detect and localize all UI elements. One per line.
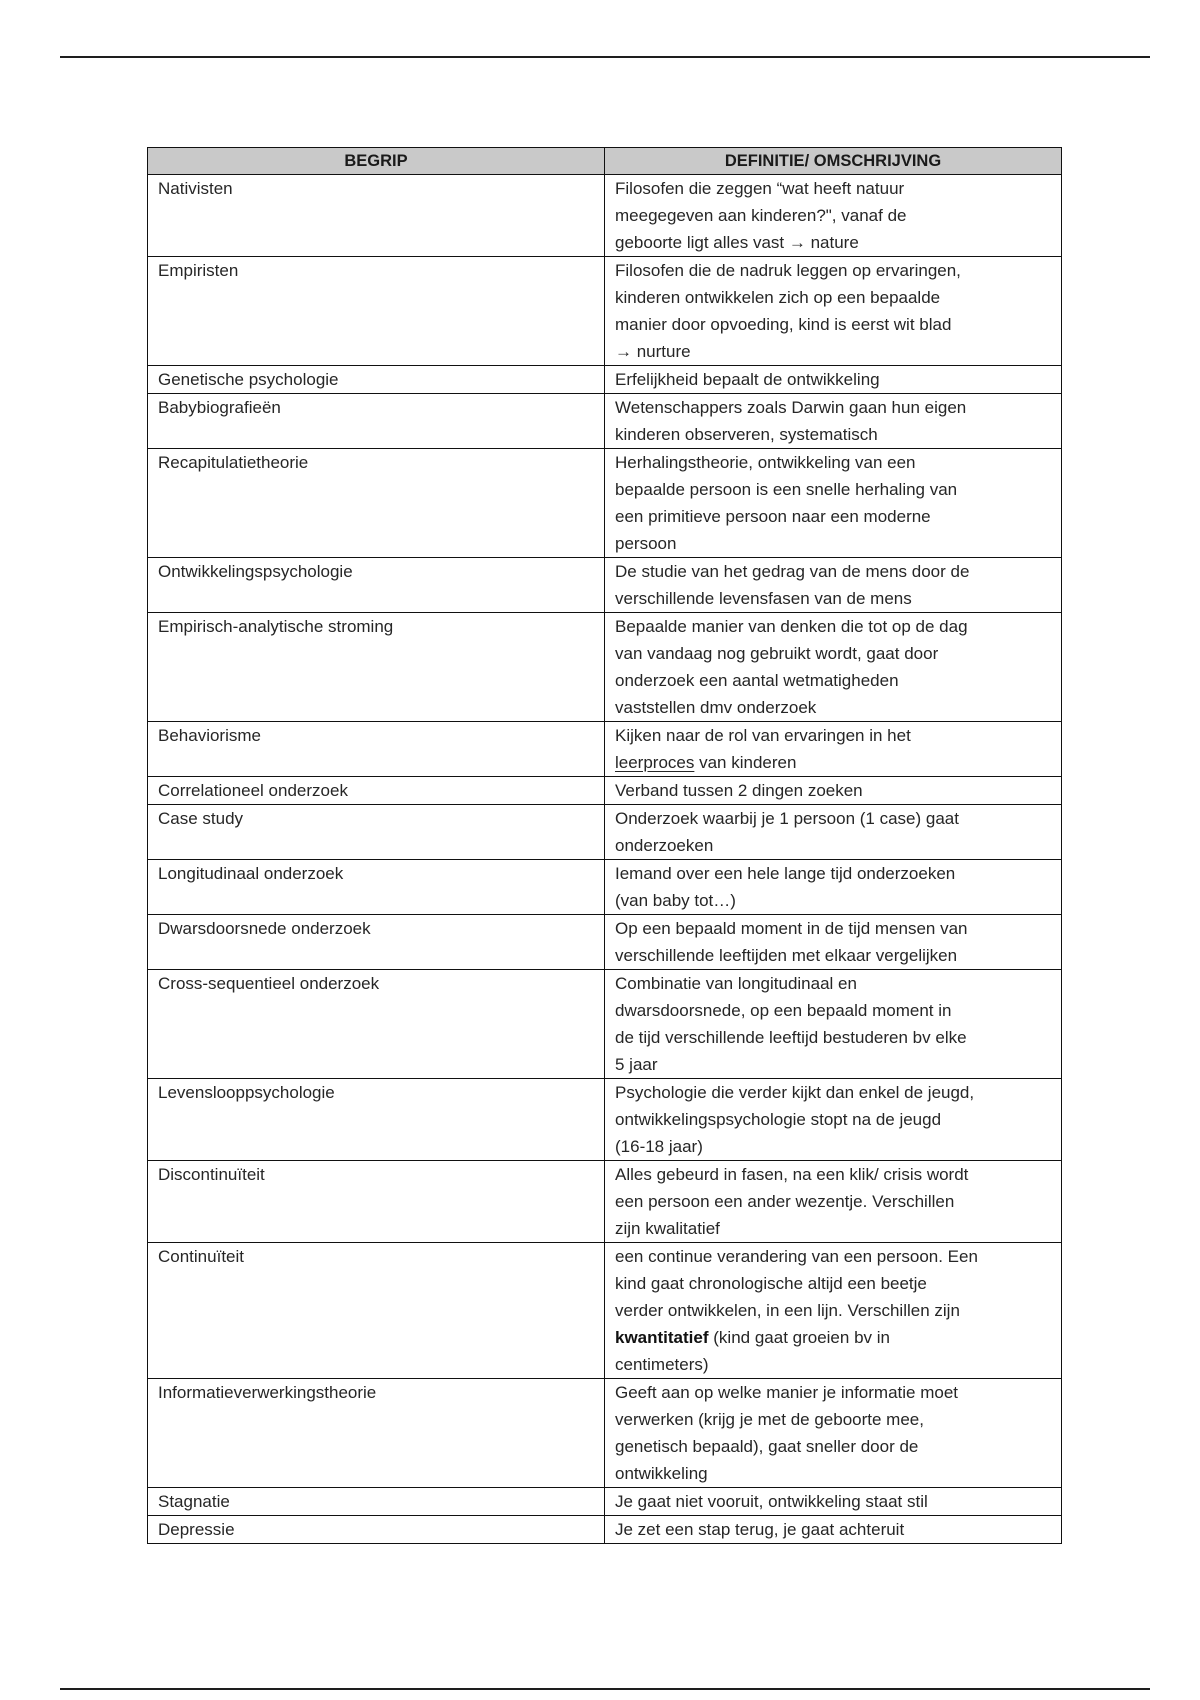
definition-line: 5 jaar bbox=[615, 1055, 658, 1074]
definition-line: Kijken naar de rol van ervaringen in het bbox=[615, 726, 911, 745]
definition-line: kinderen ontwikkelen zich op een bepaalde bbox=[615, 288, 941, 307]
definition-line: Bepaalde manier van denken die tot op de dag bbox=[615, 617, 968, 636]
definition-line: Je zet een stap terug, je gaat achteruit bbox=[615, 1520, 905, 1539]
table-row bbox=[148, 970, 1062, 1079]
definition-cell bbox=[605, 805, 1062, 860]
definition-line: centimeters) bbox=[615, 1355, 709, 1374]
definition-cell bbox=[605, 860, 1062, 915]
definition-cell bbox=[605, 1488, 1062, 1516]
definition-line: verschillende leeftijden met elkaar vergelijken bbox=[615, 946, 958, 965]
definition-line: Erfelijkheid bepaalt de ontwikkeling bbox=[615, 370, 880, 389]
term-cell: Correlationeel onderzoek bbox=[148, 777, 605, 805]
definition-cell bbox=[605, 915, 1062, 970]
top-rule bbox=[60, 56, 1150, 58]
definition-cell bbox=[605, 257, 1062, 366]
table-row bbox=[148, 860, 1062, 915]
definition-cell bbox=[605, 366, 1062, 394]
table-row bbox=[148, 777, 1062, 805]
definition-line: kind gaat chronologische altijd een beetje bbox=[615, 1274, 927, 1293]
term-cell: Cross-sequentieel onderzoek bbox=[148, 970, 605, 1079]
definition-cell bbox=[605, 722, 1062, 777]
definition-line: geboorte ligt alles vast → nature bbox=[615, 233, 859, 252]
table-header bbox=[148, 148, 1062, 175]
term-cell: Babybiografieën bbox=[148, 394, 605, 449]
table-row bbox=[148, 1488, 1062, 1516]
table-row bbox=[148, 1161, 1062, 1243]
definition-cell bbox=[605, 394, 1062, 449]
definition-cell bbox=[605, 1243, 1062, 1379]
table-row bbox=[148, 915, 1062, 970]
table-row bbox=[148, 1379, 1062, 1488]
definition-line: leerproces van kinderen bbox=[615, 753, 797, 772]
definition-cell bbox=[605, 449, 1062, 558]
definition-line: dwarsdoorsnede, op een bepaald moment in bbox=[615, 1001, 952, 1020]
table-row bbox=[148, 394, 1062, 449]
definition-line: (van baby tot…) bbox=[615, 891, 736, 910]
table-row bbox=[148, 558, 1062, 613]
definition-cell bbox=[605, 1161, 1062, 1243]
table-row bbox=[148, 175, 1062, 257]
term-cell: Recapitulatietheorie bbox=[148, 449, 605, 558]
definition-line: verschillende levensfasen van de mens bbox=[615, 589, 912, 608]
definition-cell bbox=[605, 1079, 1062, 1161]
term-cell: Empirisch-analytische stroming bbox=[148, 613, 605, 722]
definition-line: zijn kwalitatief bbox=[615, 1219, 720, 1238]
table-row bbox=[148, 1516, 1062, 1544]
table-row bbox=[148, 805, 1062, 860]
definition-cell bbox=[605, 613, 1062, 722]
definition-line: Herhalingstheorie, ontwikkeling van een bbox=[615, 453, 916, 472]
term-cell: Ontwikkelingspsychologie bbox=[148, 558, 605, 613]
definition-line: bepaalde persoon is een snelle herhaling van bbox=[615, 480, 958, 499]
definition-line: kwantitatief (kind gaat groeien bv in bbox=[615, 1328, 890, 1347]
definition-cell bbox=[605, 1516, 1062, 1544]
definition-cell bbox=[605, 558, 1062, 613]
definition-line: Filosofen die de nadruk leggen op ervaringen, bbox=[615, 261, 961, 280]
term-cell: Genetische psychologie bbox=[148, 366, 605, 394]
table-row bbox=[148, 722, 1062, 777]
bottom-rule bbox=[60, 1688, 1150, 1690]
glossary-body bbox=[148, 175, 1062, 1544]
term-cell: Case study bbox=[148, 805, 605, 860]
definition-line: de tijd verschillende leeftijd bestuderen bv elke bbox=[615, 1028, 967, 1047]
table-row bbox=[148, 449, 1062, 558]
term-cell: Depressie bbox=[148, 1516, 605, 1544]
table-row bbox=[148, 613, 1062, 722]
definition-cell bbox=[605, 175, 1062, 257]
definition-line: van vandaag nog gebruikt wordt, gaat door bbox=[615, 644, 939, 663]
definition-line: persoon bbox=[615, 534, 677, 553]
definition-line: verwerken (krijg je met de geboorte mee, bbox=[615, 1410, 924, 1429]
definition-line: De studie van het gedrag van de mens door de bbox=[615, 562, 970, 581]
definition-cell bbox=[605, 1379, 1062, 1488]
term-cell: Informatieverwerkingstheorie bbox=[148, 1379, 605, 1488]
term-cell: Behaviorisme bbox=[148, 722, 605, 777]
definition-line: Verband tussen 2 dingen zoeken bbox=[615, 781, 863, 800]
definition-line: (16-18 jaar) bbox=[615, 1137, 703, 1156]
term-cell: Empiristen bbox=[148, 257, 605, 366]
table-row bbox=[148, 1243, 1062, 1379]
definition-line: onderzoeken bbox=[615, 836, 714, 855]
definition-line: Onderzoek waarbij je 1 persoon (1 case) gaat bbox=[615, 809, 959, 828]
term-cell: Dwarsdoorsnede onderzoek bbox=[148, 915, 605, 970]
definition-line: Psychologie die verder kijkt dan enkel de jeugd, bbox=[615, 1083, 975, 1102]
bold-word: kwantitatief bbox=[615, 1328, 709, 1347]
definition-line: ontwikkeling bbox=[615, 1464, 708, 1483]
table-row bbox=[148, 1079, 1062, 1161]
definition-line: manier door opvoeding, kind is eerst wit blad bbox=[615, 315, 952, 334]
header-term: BEGRIP bbox=[148, 148, 605, 175]
definition-line: Je gaat niet vooruit, ontwikkeling staat stil bbox=[615, 1492, 928, 1511]
term-cell: Continuïteit bbox=[148, 1243, 605, 1379]
definition-line: vaststellen dmv onderzoek bbox=[615, 698, 817, 717]
definition-line: kinderen observeren, systematisch bbox=[615, 425, 878, 444]
header-row bbox=[148, 148, 1062, 175]
definition-line: verder ontwikkelen, in een lijn. Verschillen zijn bbox=[615, 1301, 960, 1320]
definition-line: Alles gebeurd in fasen, na een klik/ crisis wordt bbox=[615, 1165, 969, 1184]
term-cell: Discontinuïteit bbox=[148, 1161, 605, 1243]
definition-line: een persoon een ander wezentje. Verschillen bbox=[615, 1192, 955, 1211]
definition-line: onderzoek een aantal wetmatigheden bbox=[615, 671, 899, 690]
definition-line: Geeft aan op welke manier je informatie moet bbox=[615, 1383, 959, 1402]
definition-line: Combinatie van longitudinaal en bbox=[615, 974, 857, 993]
definition-line: Wetenschappers zoals Darwin gaan hun eigen bbox=[615, 398, 967, 417]
definition-line: Filosofen die zeggen “wat heeft natuur bbox=[615, 179, 905, 198]
table-row bbox=[148, 366, 1062, 394]
table-row bbox=[148, 257, 1062, 366]
definition-line: een primitieve persoon naar een moderne bbox=[615, 507, 931, 526]
definition-line: → nurture bbox=[615, 342, 691, 361]
definition-line: een continue verandering van een persoon. Een bbox=[615, 1247, 978, 1266]
definition-line: ontwikkelingspsychologie stopt na de jeugd bbox=[615, 1110, 942, 1129]
header-definition: DEFINITIE/ OMSCHRIJVING bbox=[605, 148, 1062, 175]
definition-line: Iemand over een hele lange tijd onderzoeken bbox=[615, 864, 956, 883]
definition-line: meegegeven aan kinderen?", vanaf de bbox=[615, 206, 907, 225]
underlined-word: leerproces bbox=[615, 753, 695, 772]
term-cell: Levenslooppsychologie bbox=[148, 1079, 605, 1161]
definition-line: Op een bepaald moment in de tijd mensen van bbox=[615, 919, 968, 938]
definition-line: genetisch bepaald), gaat sneller door de bbox=[615, 1437, 919, 1456]
term-cell: Longitudinaal onderzoek bbox=[148, 860, 605, 915]
glossary-table bbox=[147, 147, 1062, 1544]
term-cell: Nativisten bbox=[148, 175, 605, 257]
definition-cell bbox=[605, 777, 1062, 805]
definition-cell bbox=[605, 970, 1062, 1079]
term-cell: Stagnatie bbox=[148, 1488, 605, 1516]
